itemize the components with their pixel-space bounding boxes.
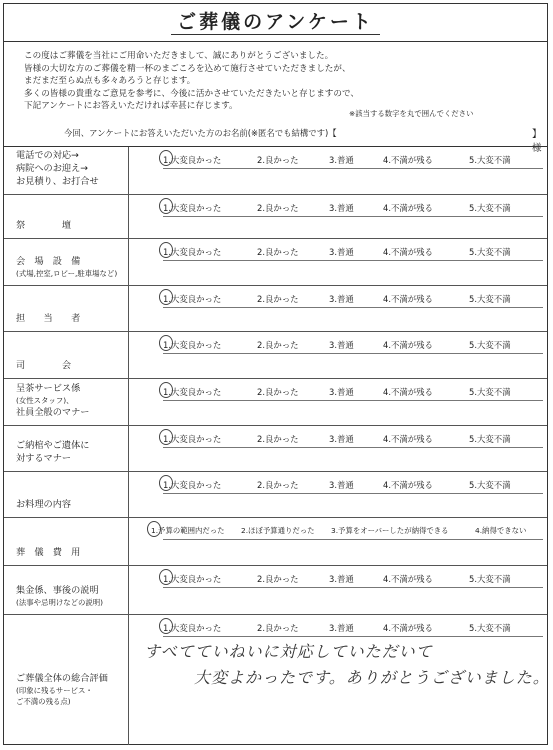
survey-row [4, 195, 547, 239]
rating-option[interactable]: 4.不満が残る [383, 434, 433, 444]
row-label-line: (法事や忌明けなどの説明) [16, 598, 104, 607]
row-label-line: (女性スタッフ)、 [16, 396, 74, 405]
rating-option[interactable]: 2.良かった [257, 623, 299, 633]
name-suffix: 】様 [532, 129, 542, 154]
survey-row [4, 426, 547, 472]
survey-sheet [3, 3, 548, 745]
rating-options [163, 246, 543, 261]
survey-row [4, 332, 547, 379]
rating-option[interactable]: 4.不満が残る [383, 480, 433, 490]
rating-options [163, 154, 543, 169]
rating-option[interactable]: 1.大変良かった [163, 573, 221, 585]
rating-option[interactable]: 2.良かった [257, 480, 299, 490]
row-label-line: 会 場 設 備 [16, 256, 81, 267]
rating-option[interactable]: 2.良かった [257, 155, 299, 165]
rating-option[interactable]: 5.大変不満 [469, 434, 511, 444]
rating-option[interactable]: 1.大変良かった [163, 154, 221, 166]
rating-options [163, 202, 543, 217]
rating-options [163, 339, 543, 354]
row-label [4, 286, 129, 331]
rating-option[interactable]: 3.普通 [329, 155, 354, 165]
row-label-line: 司 会 [16, 360, 72, 371]
rating-option[interactable]: 1.大変良かった [163, 433, 221, 445]
rating-option[interactable]: 3.普通 [329, 574, 354, 584]
row-label-line: お見積り、お打合せ [16, 176, 99, 187]
rating-option[interactable]: 5.大変不満 [469, 203, 511, 213]
survey-table [4, 146, 550, 745]
rating-options [151, 525, 543, 540]
rating-option[interactable]: 4.不満が残る [383, 203, 433, 213]
rating-option[interactable]: 1.予算の範囲内だった [151, 525, 225, 536]
rating-options [163, 433, 543, 448]
row-label [4, 239, 129, 285]
row-label-line: 集金係、事後の説明 [16, 585, 99, 596]
row-label-line: (印象に残るサービス・ [16, 685, 93, 695]
rating-option[interactable]: 5.大変不満 [469, 340, 511, 350]
rating-options [163, 622, 543, 637]
rating-option[interactable]: 2.良かった [257, 387, 299, 397]
intro-text [24, 50, 539, 113]
rating-option[interactable]: 5.大変不満 [469, 294, 511, 304]
row-label-line: 葬 儀 費 用 [16, 547, 81, 558]
survey-row [4, 239, 547, 286]
rating-option[interactable]: 1.大変良かった [163, 293, 221, 305]
selection-circle [159, 289, 173, 305]
row-label-line: 病院へのお迎え→ [16, 163, 89, 174]
row-label-line: ご葬儀全体の総合評価 [16, 672, 108, 684]
rating-option[interactable]: 3.普通 [329, 480, 354, 490]
row-label-line: ご不満の残る点) [16, 696, 71, 706]
rating-option[interactable]: 5.大変不満 [469, 155, 511, 165]
row-label [4, 332, 129, 378]
rating-option[interactable]: 2.良かった [257, 247, 299, 257]
row-label-line: 社員全般のマナー [16, 407, 90, 418]
rating-option[interactable]: 3.普通 [329, 340, 354, 350]
rating-option[interactable]: 1.大変良かった [163, 386, 221, 398]
row-label [4, 566, 129, 614]
row-label [4, 147, 129, 194]
rating-option[interactable]: 5.大変不満 [469, 247, 511, 257]
rating-option[interactable]: 1.大変良かった [163, 479, 221, 491]
rating-option[interactable]: 2.良かった [257, 203, 299, 213]
row-label-line: 祭 壇 [16, 220, 72, 231]
row-label-line: 呈茶サービス係 [16, 383, 81, 394]
rating-options [163, 386, 543, 401]
selection-circle [159, 150, 173, 166]
page-title: ご葬儀のアンケート [171, 11, 380, 35]
survey-row [4, 286, 547, 332]
rating-option[interactable]: 2.良かった [257, 294, 299, 304]
row-label [4, 426, 129, 471]
row-label-line: 担 当 者 [16, 313, 81, 324]
rating-option[interactable]: 3.普通 [329, 294, 354, 304]
selection-circle [159, 382, 173, 398]
rating-options [163, 573, 543, 588]
row-label-line: 対するマナー [16, 453, 72, 464]
instruction-note: ※該当する数字を丸で囲んでください [349, 109, 474, 118]
row-label-line: ご納棺やご遺体に [16, 440, 90, 451]
rating-option[interactable]: 4.不満が残る [383, 294, 433, 304]
handwritten-comment: すべてていねいに対応していただいて [144, 642, 433, 661]
selection-circle [159, 242, 173, 258]
rating-options [163, 293, 543, 308]
row-label [4, 518, 129, 565]
survey-row [4, 379, 547, 426]
rating-option[interactable]: 1.大変良かった [163, 202, 221, 214]
selection-circle [159, 429, 173, 445]
rating-option[interactable]: 5.大変不満 [469, 480, 511, 490]
rating-option[interactable]: 4.不満が残る [383, 340, 433, 350]
row-label-line: (式場,控室,ロビー,駐車場など) [16, 269, 118, 278]
rating-option[interactable]: 4.不満が残る [383, 623, 433, 633]
intro-line: この度はご葬儀を当社にご用命いただきまして、誠にありがとうございました。 [24, 51, 334, 61]
name-prompt: 今回、アンケートにお答えいただいた方のお名前(※匿名でも結構です)【 [64, 128, 337, 138]
rating-option[interactable]: 2.良かった [257, 574, 299, 584]
selection-circle [159, 335, 173, 351]
rating-option[interactable]: 5.大変不満 [469, 387, 511, 397]
rating-option[interactable]: 4.納得できない [475, 526, 527, 535]
selection-circle [147, 521, 161, 537]
survey-row [4, 147, 547, 195]
rating-option[interactable]: 4.不満が残る [383, 387, 433, 397]
rating-option[interactable]: 1.大変良かった [163, 339, 221, 351]
rating-option[interactable]: 3.普通 [329, 247, 354, 257]
intro-line: 皆様の大切な方のご葬儀を精一杯のまごころを込めて施行させていただきましたが、 [24, 63, 351, 74]
survey-row [4, 615, 550, 745]
rating-option[interactable]: 4.不満が残る [383, 574, 433, 584]
rating-option[interactable]: 4.不満が残る [383, 247, 433, 257]
selection-circle [159, 618, 173, 634]
row-label [4, 379, 129, 425]
intro-line: 下記アンケートにお答えいただければ幸甚に存じます。 [24, 101, 238, 112]
survey-row [4, 518, 547, 566]
intro-line: 多くの皆様の貴重なご意見を参考に、今後に活かさせていただきたいと存じますので、 [24, 88, 359, 99]
row-label-line: お料理の内容 [16, 499, 72, 510]
rating-option[interactable]: 2.良かった [257, 340, 299, 350]
selection-circle [159, 569, 173, 585]
rating-option[interactable]: 3.普通 [329, 387, 354, 397]
rating-option[interactable]: 5.大変不満 [469, 623, 511, 633]
rating-option[interactable]: 3.予算をオーバーしたが納得できる [331, 526, 449, 535]
row-label [4, 195, 129, 238]
rating-option[interactable]: 3.普通 [329, 434, 354, 444]
row-label [4, 472, 129, 517]
title-box [4, 4, 547, 42]
rating-options [163, 479, 543, 494]
rating-option[interactable]: 2.ほぼ予算通りだった [241, 526, 315, 535]
rating-option[interactable]: 1.大変良かった [163, 622, 221, 634]
survey-row [4, 472, 547, 518]
rating-option[interactable]: 1.大変良かった [163, 246, 221, 258]
row-label [4, 615, 129, 745]
intro-line: まだまだ至らぬ点も多々あろうと存じます。 [24, 76, 196, 87]
rating-option[interactable]: 2.良かった [257, 434, 299, 444]
handwritten-comment: 大変よかったです。ありがとうございました。 [194, 668, 550, 687]
selection-circle [159, 198, 173, 214]
rating-option[interactable]: 5.大変不満 [469, 574, 511, 584]
rating-option[interactable]: 3.普通 [329, 623, 354, 633]
survey-row [4, 566, 547, 615]
selection-circle [159, 475, 173, 491]
rating-option[interactable]: 3.普通 [329, 203, 354, 213]
rating-option[interactable]: 4.不満が残る [383, 155, 433, 165]
row-label-line: 電話での対応→ [16, 150, 79, 161]
